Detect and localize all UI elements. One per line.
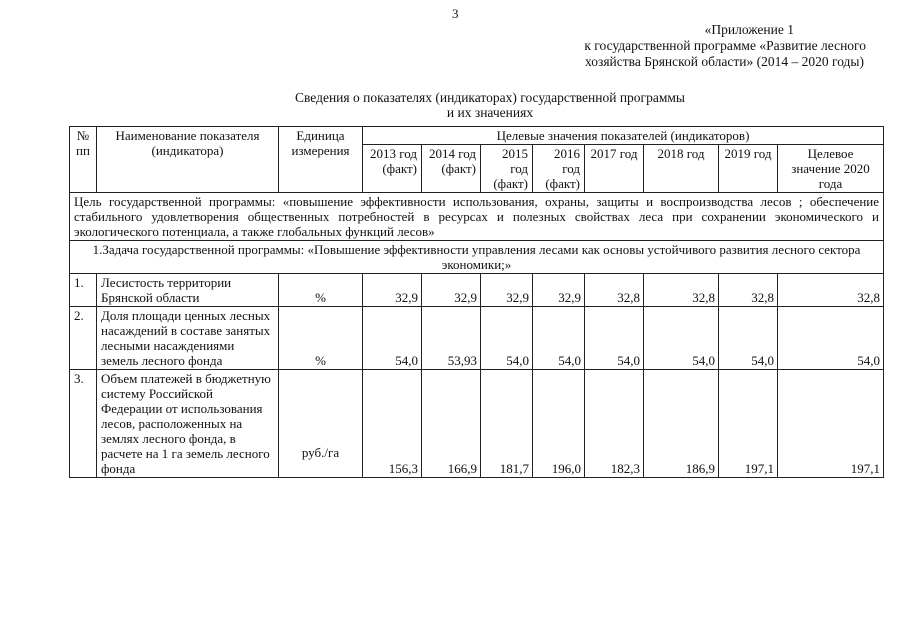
- title-line-2: и их значениях: [446, 105, 534, 120]
- row-value: 186,9: [644, 370, 719, 478]
- appendix-line-2: к государственной программе «Развитие лесного: [584, 38, 866, 53]
- appendix-line-1: «Приложение 1: [704, 22, 794, 37]
- header-year-2018: 2018 год: [644, 145, 719, 193]
- row-value: 54,0: [533, 307, 585, 370]
- row-value: 54,0: [644, 307, 719, 370]
- row-value: 32,8: [778, 274, 884, 307]
- header-year-2014: 2014 год (факт): [422, 145, 481, 193]
- row-value: 32,8: [719, 274, 778, 307]
- header-year-2019: 2019 год: [719, 145, 778, 193]
- row-num: 2.: [70, 307, 97, 370]
- indicators-table: [69, 126, 884, 478]
- header-year-2013: 2013 год (факт): [363, 145, 422, 193]
- row-value: 54,0: [778, 307, 884, 370]
- table-row: [70, 370, 884, 478]
- table-row: [70, 274, 884, 307]
- header-name: Наименование показателя (индикатора): [97, 127, 279, 193]
- row-value: 54,0: [481, 307, 533, 370]
- document-title: [240, 90, 740, 120]
- header-year-2020-target: Целевое значение 2020 года: [778, 145, 884, 193]
- row-value: 32,9: [422, 274, 481, 307]
- program-goal: Цель государственной программы: «повышение эффективности использования, охраны, защиты и воспроизводства лесов ; обеспечение стабильного удовлетворения общественных потребностей в ресурсах и полезных свойствах леса при сохранении экономического и экологического потенциала, а также глобальных функций лесов»: [70, 193, 884, 241]
- row-value: 32,8: [585, 274, 644, 307]
- row-value: 32,9: [533, 274, 585, 307]
- row-name: Доля площади ценных лесных насаждений в составе занятых лесными насаждениями земель лесного фонда: [97, 307, 279, 370]
- row-value: 54,0: [585, 307, 644, 370]
- table-row: [70, 307, 884, 370]
- program-task: 1.Задача государственной программы: «Повышение эффективности управления лесами как основы устойчивого развития лесного сектора экономики;»: [70, 241, 884, 274]
- header-year-2017: 2017 год: [585, 145, 644, 193]
- appendix-header: [530, 22, 868, 70]
- title-line-1: Сведения о показателях (индикаторах) государственной программы: [294, 90, 685, 105]
- row-value: 32,8: [644, 274, 719, 307]
- row-value: 197,1: [719, 370, 778, 478]
- appendix-line-3: хозяйства Брянской области» (2014 – 2020 годы): [585, 54, 864, 69]
- row-value: 53,93: [422, 307, 481, 370]
- row-name: Объем платежей в бюджетную систему Российской Федерации от использования лесов, расположенных на землях лесного фонда, в расчете на 1 га земель лесного фонда: [97, 370, 279, 478]
- row-num: 3.: [70, 370, 97, 478]
- page-number: 3: [452, 6, 459, 21]
- row-value: 54,0: [363, 307, 422, 370]
- row-value: 197,1: [778, 370, 884, 478]
- header-year-2015: 2015 год (факт): [481, 145, 533, 193]
- row-value: 196,0: [533, 370, 585, 478]
- row-value: 32,9: [481, 274, 533, 307]
- row-name: Лесистость территории Брянской области: [97, 274, 279, 307]
- row-unit: %: [279, 307, 363, 370]
- header-targets: Целевые значения показателей (индикаторов): [363, 127, 884, 145]
- header-num: № пп: [70, 127, 97, 193]
- row-value: 54,0: [719, 307, 778, 370]
- row-value: 166,9: [422, 370, 481, 478]
- row-value: 181,7: [481, 370, 533, 478]
- header-row-1: [70, 127, 884, 145]
- row-unit: руб./га: [279, 370, 363, 478]
- row-value: 182,3: [585, 370, 644, 478]
- header-year-2016: 2016 год (факт): [533, 145, 585, 193]
- row-num: 1.: [70, 274, 97, 307]
- task-row: [70, 241, 884, 274]
- row-value: 32,9: [363, 274, 422, 307]
- row-unit: %: [279, 274, 363, 307]
- row-value: 156,3: [363, 370, 422, 478]
- goal-row: [70, 193, 884, 241]
- header-unit: Единица измерения: [279, 127, 363, 193]
